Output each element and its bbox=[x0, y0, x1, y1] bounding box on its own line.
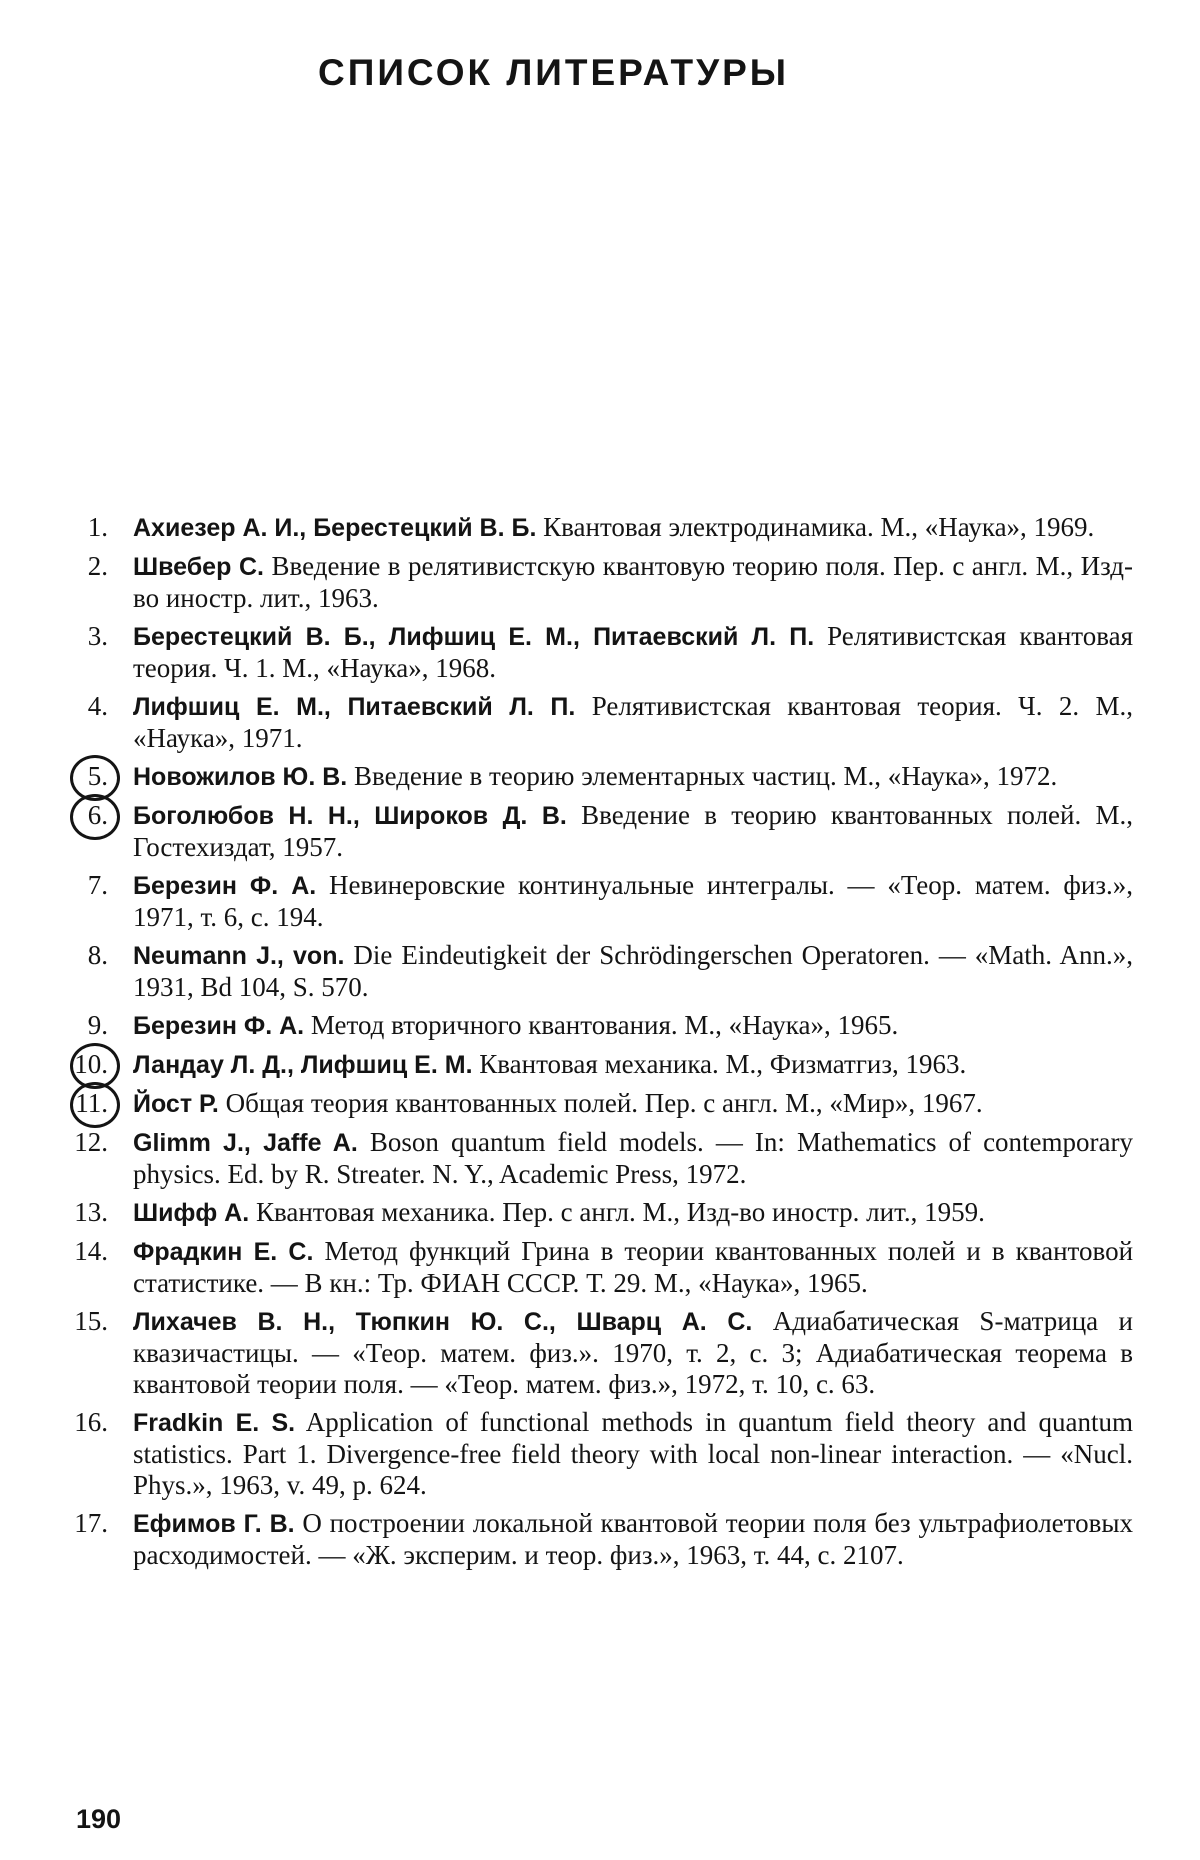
reference-details: Application of functional methods in quantum field theory and quantum statistics. Part 1. Divergence-free field theory with local non-linear interaction. — «Nucl. Phys.», 1963, v. 49, p. 624. bbox=[133, 1407, 1134, 1500]
reference-item bbox=[0, 691, 1200, 754]
reference-details: Введение в теорию квантованных полей. М., Гостехиздат, 1957. bbox=[133, 800, 1134, 862]
reference-number: 10. bbox=[74, 1049, 108, 1079]
reference-number: 5. bbox=[87, 761, 108, 791]
reference-authors: Ефимов Г. В. bbox=[133, 1510, 295, 1538]
reference-details: Квантовая механика. Пер. с англ. М., Изд-во иностр. лит., 1959. bbox=[255, 1197, 985, 1227]
reference-details: Квантовая электродинамика. М., «Наука», 1969. bbox=[543, 512, 1095, 542]
reference-item bbox=[0, 870, 1200, 933]
reference-authors: Ахиезер А. И., Берестецкий В. Б. bbox=[133, 514, 537, 542]
reference-authors: Glimm J., Jaffe A. bbox=[133, 1129, 358, 1157]
reference-item bbox=[0, 1197, 1200, 1229]
reference-authors: Березин Ф. А. bbox=[133, 872, 317, 900]
reference-item bbox=[0, 551, 1200, 614]
reference-text bbox=[133, 621, 1133, 684]
reference-text bbox=[133, 512, 1133, 544]
reference-text bbox=[133, 1197, 1133, 1229]
reference-number: 14. bbox=[74, 1236, 108, 1266]
reference-authors: Ландау Л. Д., Лифшиц Е. М. bbox=[133, 1051, 473, 1079]
reference-text bbox=[133, 870, 1133, 933]
reference-authors: Фрадкин Е. С. bbox=[133, 1238, 314, 1266]
reference-text bbox=[133, 1049, 1133, 1081]
reference-text bbox=[133, 1306, 1133, 1400]
reference-authors: Лифшиц Е. М., Питаевский Л. П. bbox=[133, 693, 576, 721]
reference-authors: Йост Р. bbox=[133, 1090, 219, 1118]
reference-item bbox=[0, 1088, 1200, 1120]
reference-item bbox=[0, 621, 1200, 684]
reference-details: Введение в релятивистскую квантовую теорию поля. Пер. с англ. М., Изд-во иностр. лит., 1963. bbox=[133, 551, 1133, 613]
reference-details: Общая теория квантованных полей. Пер. с англ. М., «Мир», 1967. bbox=[225, 1088, 983, 1118]
reference-authors: Шифф А. bbox=[133, 1199, 250, 1227]
reference-details: Boson quantum field models. — In: Mathematics of contemporary physics. Ed. by R. Streater. N. Y., Academic Press, 1972. bbox=[133, 1127, 1134, 1189]
reference-number: 8. bbox=[87, 940, 108, 970]
reference-authors: Лихачев В. Н., Тюпкин Ю. С., Шварц А. С. bbox=[133, 1308, 753, 1336]
reference-number: 16. bbox=[74, 1407, 108, 1437]
reference-text bbox=[133, 1010, 1133, 1042]
reference-item bbox=[0, 761, 1200, 793]
reference-authors: Новожилов Ю. В. bbox=[133, 763, 348, 791]
reference-item bbox=[0, 1049, 1200, 1081]
reference-number: 11. bbox=[75, 1088, 108, 1118]
reference-list bbox=[0, 512, 1200, 1578]
reference-authors: Берестецкий В. Б., Лифшиц Е. М., Питаевский Л. П. bbox=[133, 623, 815, 651]
reference-authors: Боголюбов Н. Н., Широков Д. В. bbox=[133, 802, 567, 830]
reference-text bbox=[133, 1127, 1133, 1190]
reference-details: Die Eindeutigkeit der Schrödingerschen Operatoren. — «Math. Ann.», 1931, Bd 104, S. 570. bbox=[133, 940, 1134, 1002]
reference-text bbox=[133, 1088, 1133, 1120]
reference-number: 12. bbox=[74, 1127, 108, 1157]
reference-item bbox=[0, 800, 1200, 863]
reference-number: 9. bbox=[87, 1010, 108, 1040]
reference-item bbox=[0, 1306, 1200, 1400]
reference-number: 3. bbox=[87, 621, 108, 651]
reference-item bbox=[0, 940, 1200, 1003]
reference-details: Квантовая механика. М., Физматгиз, 1963. bbox=[479, 1049, 967, 1079]
reference-authors: Швебер С. bbox=[133, 553, 265, 581]
reference-details: О построении локальной квантовой теории поля без ультрафиолетовых расходимостей. — «Ж. эксперим. и теор. физ.», 1963, т. 44, с. 2107. bbox=[133, 1508, 1134, 1570]
reference-item bbox=[0, 1236, 1200, 1299]
reference-number: 17. bbox=[74, 1508, 108, 1538]
reference-text bbox=[133, 1508, 1133, 1571]
reference-number: 4. bbox=[87, 691, 108, 721]
page-title: СПИСОК ЛИТЕРАТУРЫ bbox=[318, 52, 790, 93]
reference-text bbox=[133, 1407, 1133, 1501]
reference-text bbox=[133, 800, 1133, 863]
reference-item bbox=[0, 1127, 1200, 1190]
page-number: 190 bbox=[76, 1804, 122, 1834]
reference-item bbox=[0, 1508, 1200, 1571]
reference-number: 6. bbox=[87, 800, 108, 830]
reference-authors: Fradkin E. S. bbox=[133, 1409, 296, 1437]
reference-details: Адиабатическая S-матрица и квазичастицы. — «Теор. матем. физ.». 1970, т. 2, с. 3; Адиабатическая теорема в квантовой теории поля. — «Теор. матем. физ.», 1972, т. 10, с. 63. bbox=[133, 1306, 1133, 1399]
reference-text bbox=[133, 761, 1133, 793]
reference-text bbox=[133, 551, 1133, 614]
reference-item bbox=[0, 1407, 1200, 1501]
reference-authors: Neumann J., von. bbox=[133, 942, 345, 970]
reference-authors: Березин Ф. А. bbox=[133, 1012, 305, 1040]
reference-number: 2. bbox=[87, 551, 108, 581]
reference-number: 15. bbox=[74, 1306, 108, 1336]
reference-number: 13. bbox=[74, 1197, 108, 1227]
reference-item bbox=[0, 512, 1200, 544]
reference-item bbox=[0, 1010, 1200, 1042]
reference-details: Невинеровские континуальные интегралы. — «Теор. матем. физ.», 1971, т. 6, с. 194. bbox=[133, 870, 1134, 932]
reference-details: Метод функций Грина в теории квантованных полей и в квантовой статистике. — В кн.: Тр. ФИАН СССР. Т. 29. М., «Наука», 1965. bbox=[133, 1236, 1134, 1298]
reference-text bbox=[133, 1236, 1133, 1299]
reference-details: Введение в теорию элементарных частиц. М., «Наука», 1972. bbox=[353, 761, 1058, 791]
reference-details: Релятивистская квантовая теория. Ч. 1. М., «Наука», 1968. bbox=[133, 621, 1134, 683]
reference-number: 1. bbox=[87, 512, 108, 542]
reference-text bbox=[133, 940, 1133, 1003]
reference-text bbox=[133, 691, 1133, 754]
reference-details: Метод вторичного квантования. М., «Наука», 1965. bbox=[310, 1010, 899, 1040]
reference-number: 7. bbox=[87, 870, 108, 900]
reference-details: Релятивистская квантовая теория. Ч. 2. М., «Наука», 1971. bbox=[133, 691, 1133, 753]
